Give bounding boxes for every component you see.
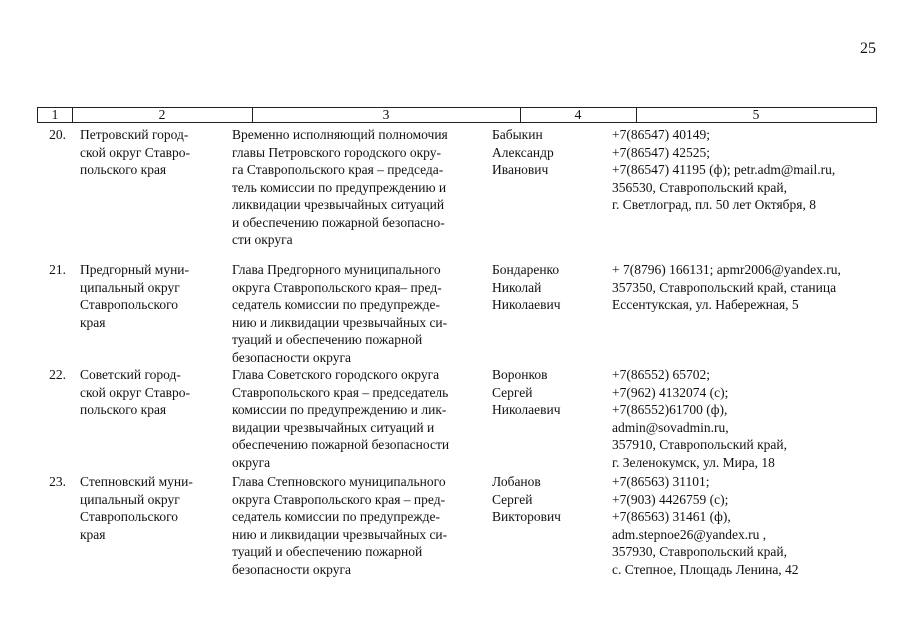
district-name: Советский город- ской округ Ставро- польского края xyxy=(80,367,191,417)
official-name: Лобанов Сергей Викторович xyxy=(492,474,561,524)
row-number: 21. xyxy=(49,262,66,277)
contact-info: +7(86547) 40149; +7(86547) 42525; +7(86547) 41195 (ф); petr.adm@mail.ru, 356530, Ставропольский край, г. Светлоград, пл. 50 лет Октября, 8 xyxy=(612,127,836,212)
header-col-1: 1 xyxy=(38,108,73,122)
official-position: Глава Советского городского округа Ставропольского края – председатель комиссии по предупреждению и лик- видации чрезвычайных ситуаций и обеспечению пожарной безопасности округа xyxy=(232,367,450,470)
district-name: Петровский город- ской округ Ставро- польского края xyxy=(80,127,191,177)
official-position: Глава Предгорного муниципального округа Ставропольского края– пред- седатель комиссии по предупрежде- нию и ликвидации чрезвычайных си- туаций и обеспечению пожарной безопасности округа xyxy=(232,262,448,365)
row-number: 22. xyxy=(49,367,66,382)
official-name: Воронков Сергей Николаевич xyxy=(492,367,561,417)
row-number: 23. xyxy=(49,474,66,489)
row-number: 20. xyxy=(49,127,66,142)
official-name: Бабыкин Александр Иванович xyxy=(492,127,554,177)
contact-info: + 7(8796) 166131; apmr2006@yandex.ru, 357350, Ставропольский край, станица Ессентукская, ул. Набережная, 5 xyxy=(612,262,841,312)
official-position: Глава Степновского муниципального округа Ставропольского края – пред- седатель комиссии по предупрежде- нию и ликвидации чрезвычайных си- туаций и обеспечению пожарной безопасности округа xyxy=(232,474,448,577)
contact-info: +7(86563) 31101; +7(903) 4426759 (с); +7(86563) 31461 (ф), adm.stepnoe26@yandex.ru , 357930, Ставропольский край, с. Степное, Площадь Ленина, 42 xyxy=(612,474,799,577)
contact-info: +7(86552) 65702; +7(962) 4132074 (с); +7(86552)61700 (ф), admin@sovadmin.ru, 357910, Ставропольский край, г. Зеленокумск, ул. Мира, 18 xyxy=(612,367,787,470)
header-col-2: 2 xyxy=(72,108,253,122)
official-position: Временно исполняющий полномочия главы Петровского городского окру- га Ставропольского края – председа- тель комиссии по предупреждению и ликвидации чрезвычайных ситуаций и обеспечению пожарной безопасно- сти округа xyxy=(232,127,448,247)
official-name: Бондаренко Николай Николаевич xyxy=(492,262,561,312)
district-name: Степновский муни- ципальный округ Ставропольского края xyxy=(80,474,193,542)
header-col-3: 3 xyxy=(252,108,521,122)
table-header xyxy=(37,107,877,123)
district-name: Предгорный муни- ципальный округ Ставропольского края xyxy=(80,262,190,330)
header-col-4: 4 xyxy=(520,108,637,122)
header-col-5: 5 xyxy=(752,107,760,122)
page-number: 25 xyxy=(860,40,876,57)
